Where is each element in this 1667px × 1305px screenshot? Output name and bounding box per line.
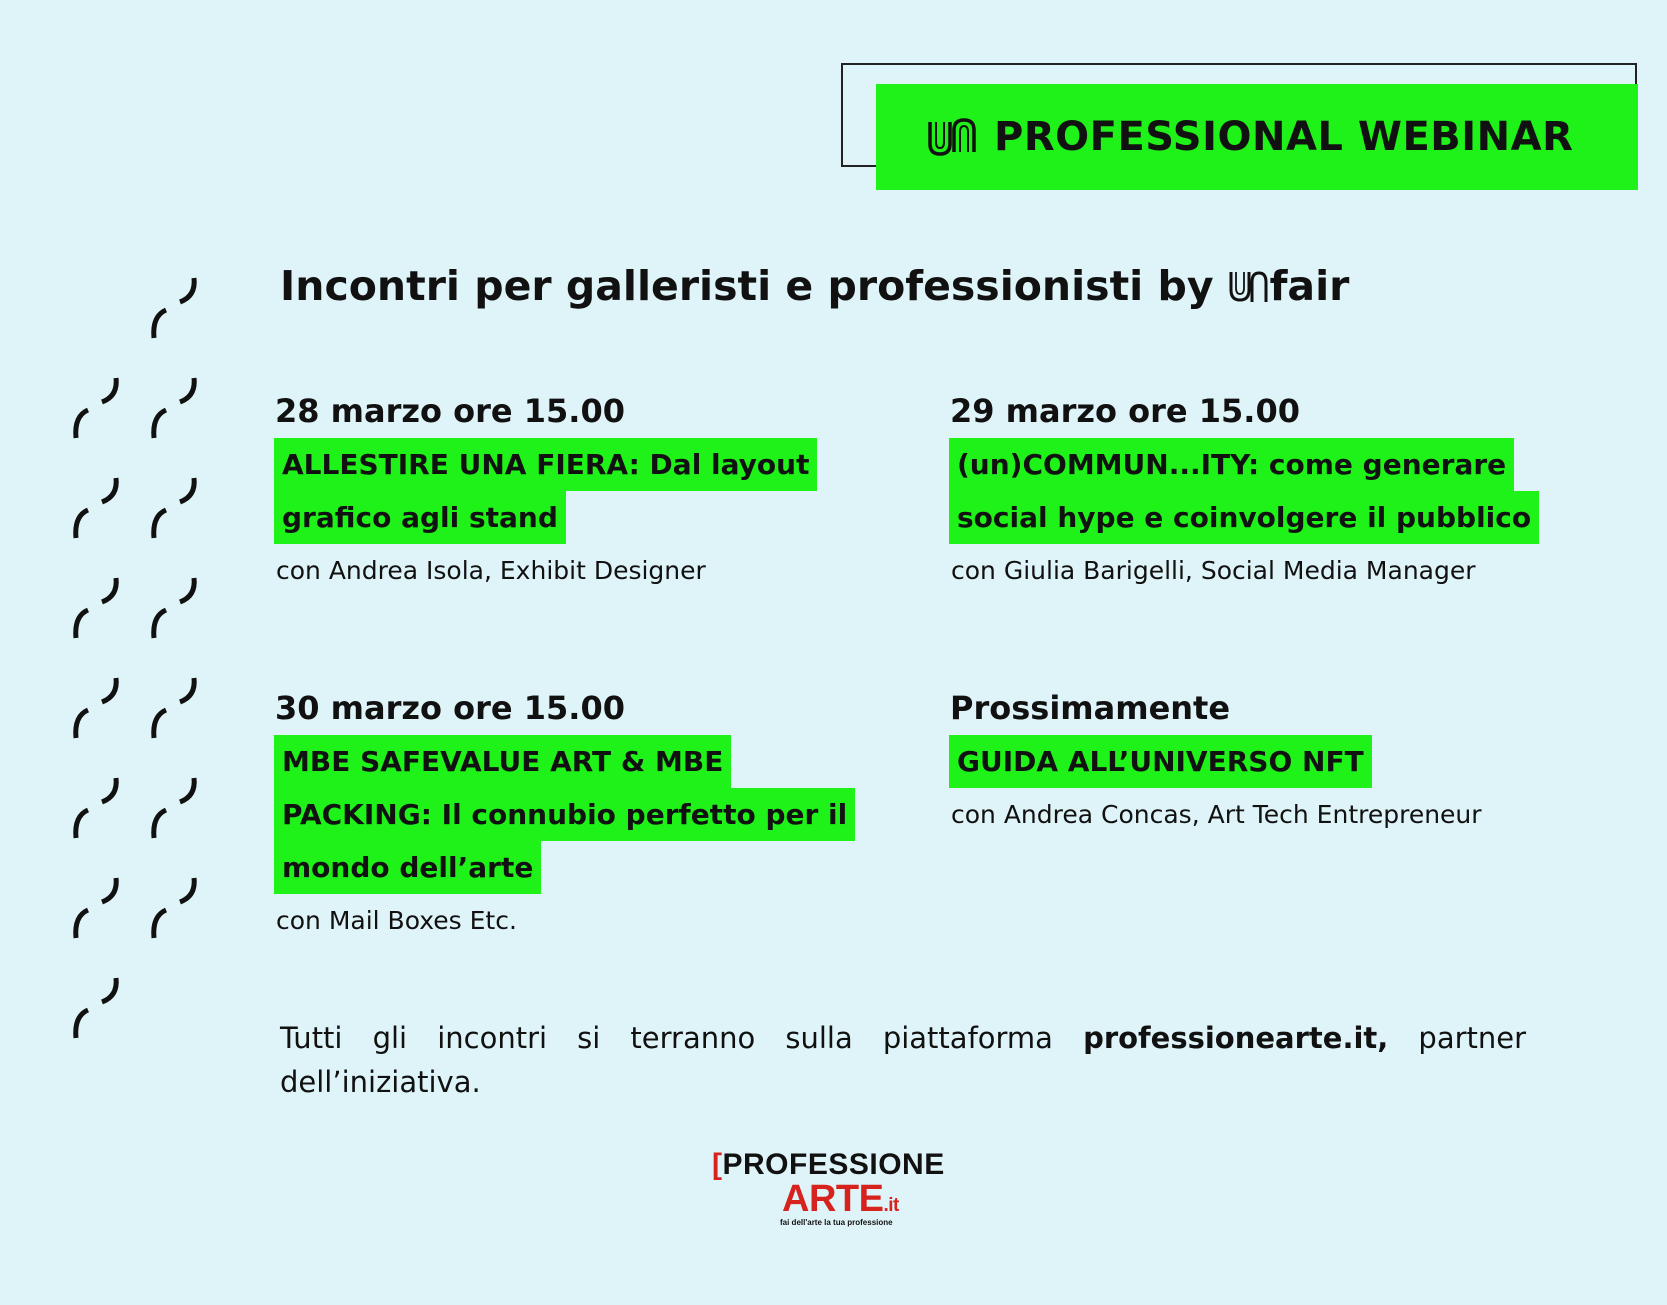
event-card (949, 689, 1482, 829)
event-title-line: ALLESTIRE UNA FIERA: Dal layout (274, 438, 817, 491)
logo-arte: ARTE (782, 1178, 884, 1220)
event-date: 30 marzo ore 15.00 (275, 689, 625, 727)
professionearte-logo (712, 1148, 962, 1228)
event-title-line: grafico agli stand (274, 491, 566, 544)
logo-top-line (712, 1148, 945, 1182)
event-title-line: PACKING: Il connubio perfetto per il (274, 788, 855, 841)
webinar-badge (876, 84, 1638, 190)
footer-text-after: partner dell’iniziativa. (280, 1021, 1527, 1099)
event-speaker: con Andrea Isola, Exhibit Designer (276, 556, 706, 585)
logo-tagline: fai dell'arte la tua professione (780, 1218, 893, 1227)
event-title (274, 735, 855, 894)
mark-col1-row8 (76, 978, 116, 1038)
footer-text-before: Tutti gli incontri si terranno sulla piattaforma (280, 1021, 1053, 1055)
event-card (274, 689, 855, 935)
platform-link[interactable]: professionearte.it, (1083, 1021, 1389, 1055)
footer-note (280, 1016, 1526, 1104)
mark-col2-row5 (154, 678, 194, 738)
event-speaker: con Mail Boxes Etc. (276, 906, 517, 935)
mark-col2-row4 (154, 578, 194, 638)
page-title-text: Incontri per galleristi e professionisti by (280, 262, 1214, 310)
brand-suffix: fair (1269, 262, 1350, 310)
event-title (949, 735, 1482, 788)
mark-col1-row7 (76, 878, 116, 938)
logo-professione: PROFESSIONE (722, 1148, 945, 1181)
event-date: 29 marzo ore 15.00 (950, 392, 1300, 430)
mark-col2-row3 (154, 478, 194, 538)
event-title-line: MBE SAFEVALUE ART & MBE (274, 735, 731, 788)
mark-col2-row1 (154, 278, 194, 338)
event-title-line: social hype e coinvolgere il pubblico (949, 491, 1539, 544)
decorative-marks (0, 0, 220, 1100)
event-title-line: mondo dell’arte (274, 841, 541, 894)
event-title-line: GUIDA ALL’UNIVERSO NFT (949, 735, 1372, 788)
mark-col1-row2 (76, 378, 116, 438)
unfair-brand (1228, 262, 1350, 310)
event-card (949, 392, 1539, 585)
badge-label: PROFESSIONAL WEBINAR (994, 114, 1574, 160)
mark-col2-row6 (154, 778, 194, 838)
mark-col2-row7 (154, 878, 194, 938)
event-title (274, 438, 817, 544)
logo-bracket: [ (712, 1148, 723, 1181)
unfair-logo-icon (924, 114, 980, 160)
mark-col2-row2 (154, 378, 194, 438)
event-card (274, 392, 817, 585)
mark-col1-row3 (76, 478, 116, 538)
event-title (949, 438, 1539, 544)
logo-arte-line (782, 1178, 899, 1221)
unfair-logo-icon (1228, 268, 1268, 306)
event-speaker: con Andrea Concas, Art Tech Entrepreneur (951, 800, 1482, 829)
logo-tld: .it (883, 1195, 899, 1216)
mark-col1-row4 (76, 578, 116, 638)
event-date: 28 marzo ore 15.00 (275, 392, 625, 430)
event-title-line: (un)COMMUN...ITY: come generare (949, 438, 1514, 491)
event-speaker: con Giulia Barigelli, Social Media Manager (951, 556, 1476, 585)
mark-col1-row5 (76, 678, 116, 738)
mark-col1-row6 (76, 778, 116, 838)
event-date: Prossimamente (950, 689, 1231, 727)
page-title (280, 262, 1349, 310)
